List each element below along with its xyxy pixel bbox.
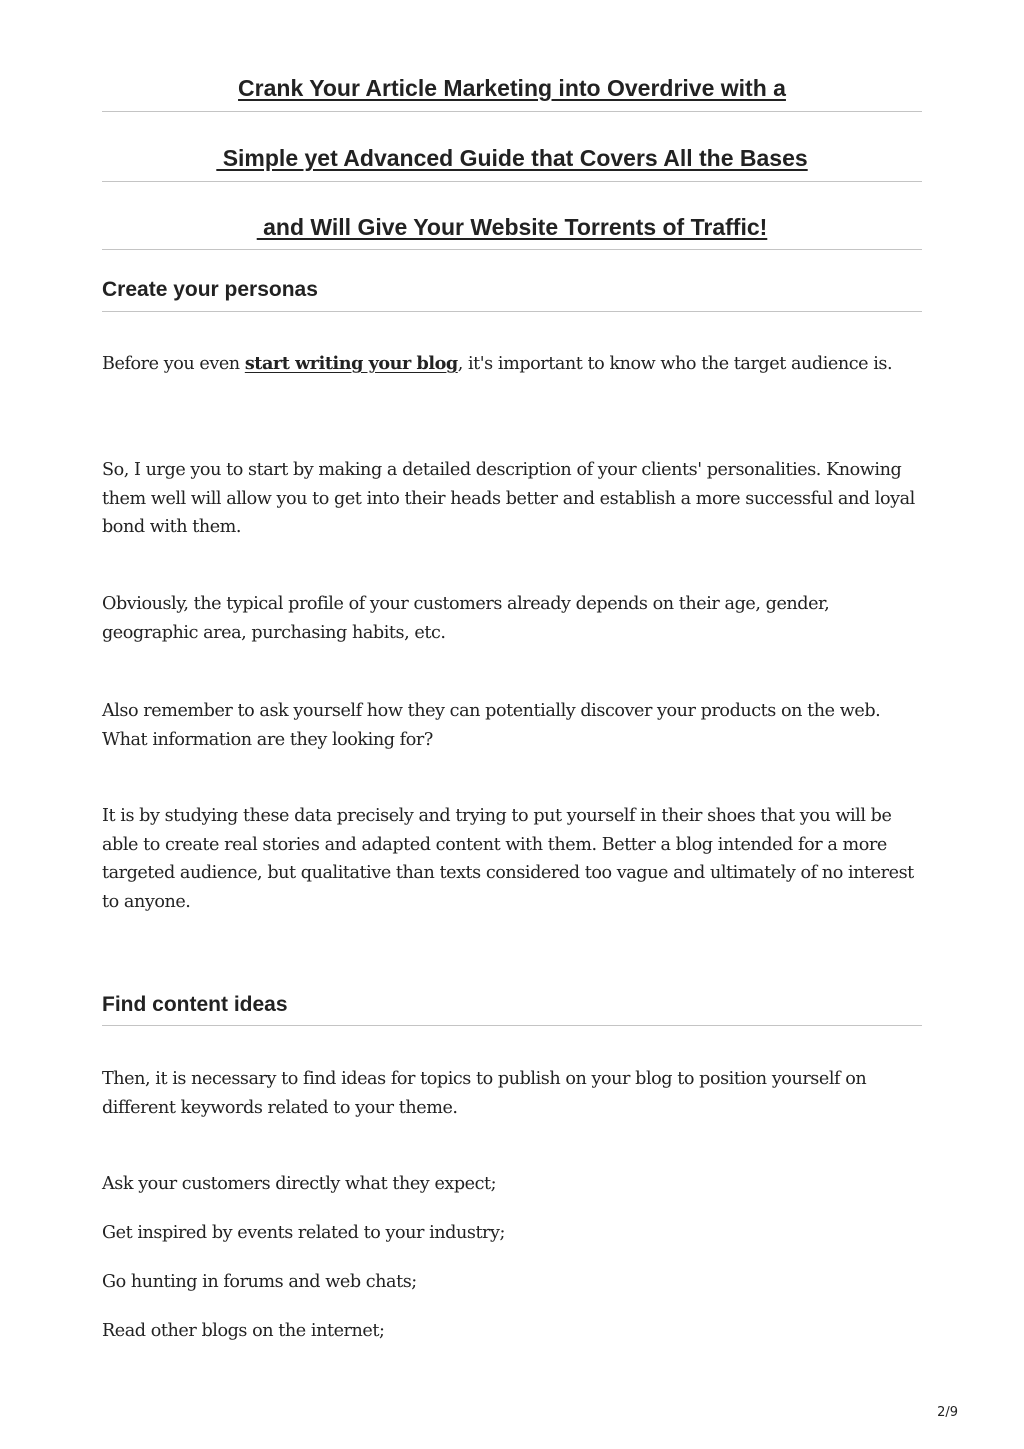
title-link-2[interactable]: Simple yet Advanced Guide that Covers All the Bases: [216, 145, 808, 171]
section-divider-personas: [102, 311, 922, 312]
paragraph-discovery: Also remember to ask yourself how they can potentially discover your products on the web. What information are they looking for?: [102, 701, 881, 750]
section-heading-personas: Create your personas: [102, 278, 318, 301]
title-line-3: [102, 213, 922, 241]
paragraph-profile: Obviously, the typical profile of your customers already depends on their age, gender, geographic area, purchasing habits, etc.: [102, 594, 830, 643]
paragraph-find-ideas: Then, it is necessary to find ideas for topics to publish on your blog to position yourself on different keywords related to your theme.: [102, 1069, 867, 1118]
title-divider-1: [102, 111, 922, 112]
title-link-1[interactable]: Crank Your Article Marketing into Overdrive with a: [238, 75, 786, 101]
list-item: Read other blogs on the internet;: [102, 1321, 385, 1341]
list-item: Ask your customers directly what they expect;: [102, 1174, 497, 1194]
list-item: Get inspired by events related to your industry;: [102, 1223, 505, 1243]
title-line-2: [102, 144, 922, 172]
list-item: Go hunting in forums and web chats;: [102, 1272, 417, 1292]
title-divider-2: [102, 181, 922, 182]
paragraph-studying-data: It is by studying these data precisely and trying to put yourself in their shoes that you will be able to create real stories and adapted content with them. Better a blog intended for a more targeted audience, but qualitative than texts considered too vague and ultimately of no interest to anyone.: [102, 806, 914, 912]
page-number: 2/9: [937, 1405, 958, 1420]
title-line-1: [102, 74, 922, 102]
title-divider-3: [102, 249, 922, 250]
paragraph-intro: [102, 350, 924, 379]
start-writing-link[interactable]: start writing your blog: [244, 353, 458, 374]
title-link-3[interactable]: and Will Give Your Website Torrents of Traffic!: [256, 214, 768, 240]
paragraph-intro-after: , it's important to know who the target audience is.: [457, 354, 893, 374]
paragraph-personalities: So, I urge you to start by making a detailed description of your clients' personalities. Knowing them well will allow you to get into their heads better and establish a more successful and loyal bond with them.: [102, 460, 915, 537]
section-divider-content-ideas: [102, 1025, 922, 1026]
paragraph-intro-before: Before you even: [102, 354, 245, 374]
section-heading-content-ideas: Find content ideas: [102, 993, 288, 1016]
